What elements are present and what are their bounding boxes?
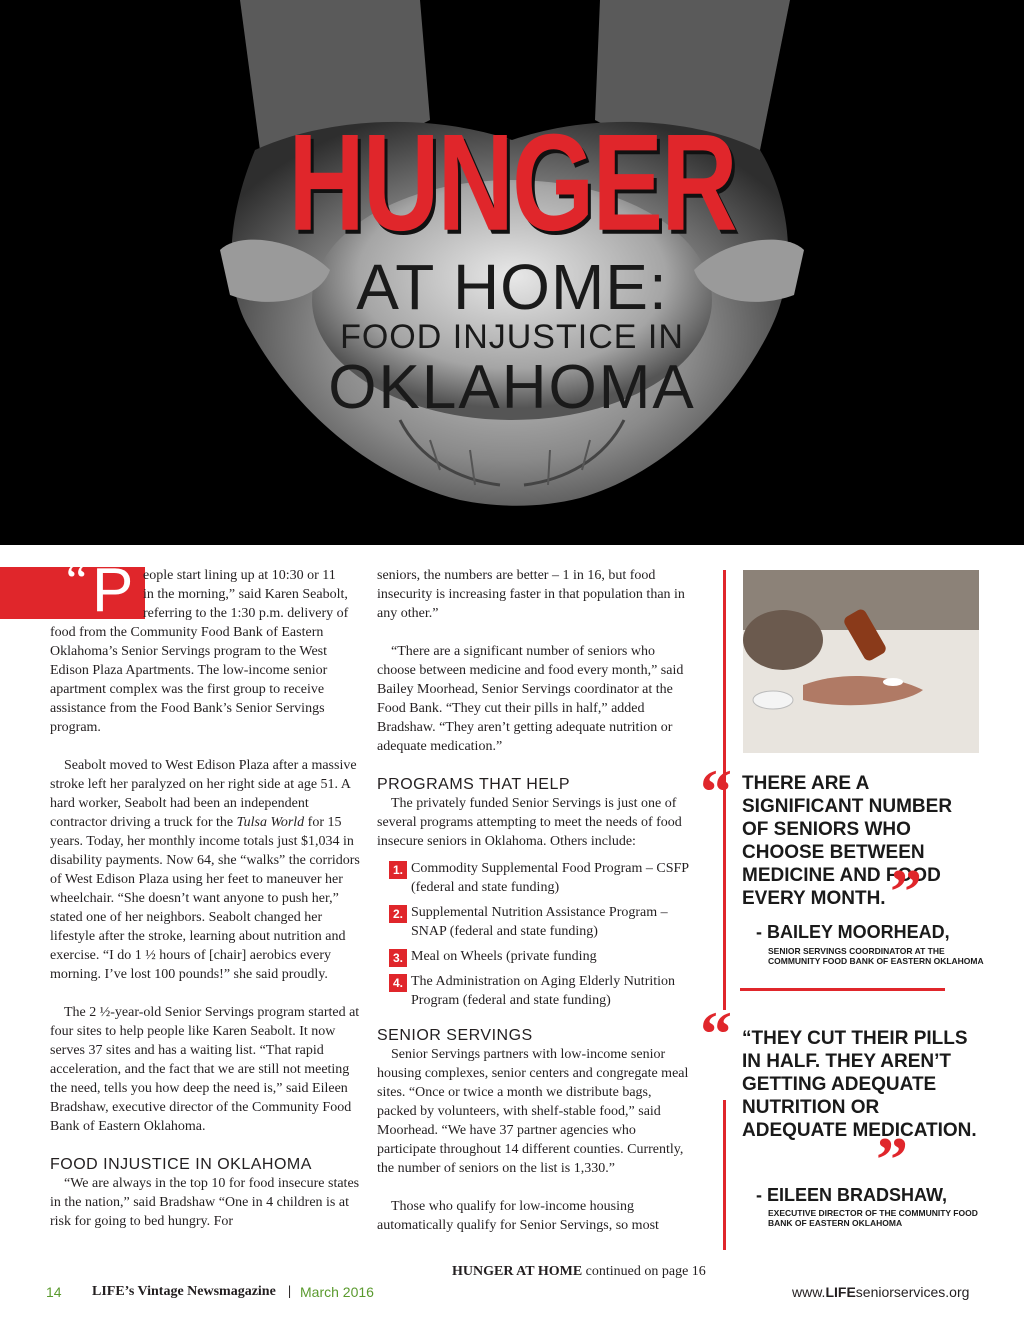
- list-text: The Administration on Aging Elderly Nutrition Program (federal and state funding): [411, 974, 676, 1008]
- paragraph: Those who qualify for low-income housing automatically qualify for Senior Servings, so most: [377, 1199, 659, 1233]
- paragraph: “There are a significant number of seniors who choose between medicine and food every month,” said Bailey Moorhead, Senior Servings coordinator at the Food Bank. “They cut their pills in half,” added Bradshaw. “They aren’t getting adequate nutrition or adequate medication.”: [377, 644, 684, 754]
- quote-attribution-1: - BAILEY MOORHEAD,: [756, 922, 950, 942]
- list-number: 2.: [389, 905, 407, 923]
- dropcap-letter: P: [92, 556, 134, 625]
- lead-line-1: eople start lining up at 10:30 or 11: [143, 568, 336, 583]
- quote-open-mark: “: [700, 756, 732, 827]
- list-number: 4.: [389, 974, 407, 992]
- issue-date: March 2016: [300, 1284, 374, 1300]
- article-column-1: [50, 623, 362, 1231]
- url-brand: LIFE: [825, 1284, 856, 1300]
- lead-line-3: referring to the 1:30 p.m. delivery of: [143, 606, 349, 621]
- continued-text: continued on page 16: [582, 1264, 706, 1279]
- pills-photo: [743, 570, 979, 753]
- paragraph: “We are always in the top 10 for food insecure states in the nation,” said Bradshaw “One in 4 children is at risk for going to bed hungry. For: [50, 1176, 360, 1229]
- list-item: [377, 947, 689, 966]
- paragraph-text: for 15 years. Today, her monthly income totals just $1,034 in disability payments. Now 64, she “walks” the corridors of West Edison Plaza using her feet to maneuver her wheelchair. “She doesn’t want anyone to push her,” stated one of her neighbors. Seabolt changed her lifestyle after the stroke, learning about nutrition and exercise. “I do 1 ½ hours of [chair] aerobics every morning. I’ve lost 100 pounds!” she said proudly.: [50, 815, 360, 982]
- quote-role-2: EXECUTIVE DIRECTOR OF THE COMMUNITY FOOD BANK OF EASTERN OKLAHOMA: [768, 1208, 978, 1228]
- article-column-2: [377, 566, 689, 1235]
- open-quote-glyph: “: [66, 554, 88, 607]
- sidebar-rule-vertical: [723, 1100, 726, 1250]
- list-number: 1.: [389, 861, 407, 879]
- list-item: [377, 972, 689, 1010]
- pull-quote-2: “THEY CUT THEIR PILLS IN HALF. THEY AREN’T GETTING ADEQUATE NUTRITION OR ADEQUATE MEDICATION.: [742, 1028, 977, 1141]
- paragraph: Senior Servings partners with low-income senior housing complexes, senior centers and congregate meal sites. “Once or twice a month we distribute bags, packed by volunteers, with shelf-stable food,” said Moorhead. “We have 37 partner agencies who participate throughout 14 different counties. Currently, the number of seniors on the list is 1,330.”: [377, 1047, 689, 1176]
- pull-quote-1: THERE ARE A SIGNIFICANT NUMBER OF SENIORS WHO CHOOSE BETWEEN MEDICINE AND FOOD EVERY MONTH.: [742, 773, 953, 909]
- list-item: [377, 903, 689, 941]
- quote-close-mark: ”: [876, 1124, 908, 1195]
- list-text: Commodity Supplemental Food Program – CSFP (federal and state funding): [411, 861, 689, 895]
- quote-role-1: SENIOR SERVINGS COORDINATOR AT THE COMMUNITY FOOD BANK OF EASTERN OKLAHOMA: [768, 946, 984, 966]
- paragraph: The privately funded Senior Servings is just one of several programs attempting to meet the needs of food insecure seniors in Oklahoma. Others include:: [377, 796, 682, 849]
- list-item: [377, 859, 689, 897]
- subheading-food-injustice: FOOD INJUSTICE IN OKLAHOMA: [50, 1156, 312, 1173]
- paragraph: seniors, the numbers are better – 1 in 16, but food insecurity is increasing faster in that population than in any other.”: [377, 568, 685, 621]
- subheading-programs: PROGRAMS THAT HELP: [377, 776, 571, 793]
- paragraph-text: Seabolt moved to West Edison Plaza after a massive stroke left her paralyzed on her right side at age 51. A hard worker, Seabolt had been an independent contractor driving a truck for the: [50, 758, 357, 830]
- quote-close-mark: ”: [890, 856, 922, 927]
- list-number: 3.: [389, 949, 407, 967]
- quote-open-mark: “: [700, 998, 732, 1069]
- url-prefix: www.: [792, 1284, 826, 1300]
- headline-at-home: AT HOME:: [356, 251, 668, 323]
- sidebar-rule-horizontal: [740, 988, 945, 991]
- publication-name: Tulsa World: [236, 815, 305, 830]
- website-link[interactable]: [792, 1284, 969, 1300]
- footer-separator: |: [288, 1284, 292, 1299]
- list-text: Meal on Wheels (private funding: [411, 949, 597, 964]
- paragraph: [50, 756, 362, 984]
- continued-title: HUNGER AT HOME: [452, 1264, 583, 1279]
- headline-oklahoma: OKLAHOMA: [328, 353, 696, 422]
- paragraph: food from the Community Food Bank of Eastern Oklahoma’s Senior Servings program to the West Edison Plaza Apartments. The low-income senior apartment complex was the first group to receive assistance from the Food Bank’s Senior Servings program.: [50, 625, 328, 735]
- col1-lead-lines: [143, 566, 361, 623]
- headline-hunger: HUNGER: [288, 106, 736, 260]
- page-number: 14: [46, 1284, 62, 1300]
- hero-image: [0, 0, 1024, 545]
- url-suffix: seniorservices.org: [855, 1284, 970, 1300]
- continued-note: [452, 1262, 752, 1281]
- paragraph: The 2 ½-year-old Senior Servings program started at four sites to help people like Karen Seabolt. It now serves 37 sites and has a waiting list. “That rapid acceleration, and the fact that we are still not meeting the need, tells you how deep the need is,” said Eileen Bradshaw, executive director of the Community Food Bank of Eastern Oklahoma.: [50, 1005, 360, 1134]
- programs-list: [377, 859, 689, 1010]
- list-text: Supplemental Nutrition Assistance Program – SNAP (federal and state funding): [411, 905, 668, 939]
- quote-attribution-2: - EILEEN BRADSHAW,: [756, 1185, 948, 1205]
- subheading-senior-servings: SENIOR SERVINGS: [377, 1027, 533, 1044]
- lead-line-2: in the morning,” said Karen Seabolt,: [143, 587, 348, 602]
- magazine-name: LIFE’s Vintage Newsmagazine: [92, 1284, 276, 1299]
- headline-food-injustice: FOOD INJUSTICE IN: [340, 318, 684, 356]
